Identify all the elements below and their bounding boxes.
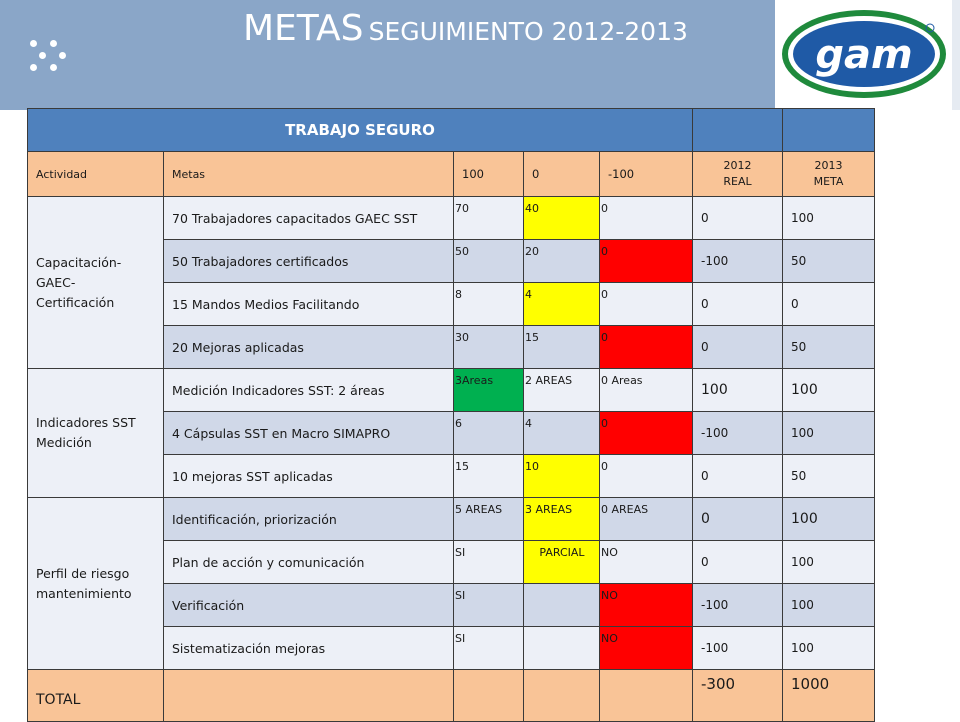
value-neg100: NO: [600, 627, 693, 670]
total-blank: [454, 670, 524, 722]
value-0: 3 AREAS: [524, 498, 600, 541]
meta-cell: 50 Trabajadores certificados: [164, 240, 454, 283]
column-header-row: [28, 152, 875, 197]
real-2012: -100: [693, 627, 783, 670]
meta-2013: 100: [783, 412, 875, 455]
meta-cell: 4 Cápsulas SST en Macro SIMAPRO: [164, 412, 454, 455]
col-meta-year: 2013: [814, 159, 843, 172]
meta-2013: 100: [783, 541, 875, 584]
total-meta-2013: 1000: [783, 670, 875, 722]
value-neg100: 0: [600, 197, 693, 240]
col-100: 100: [454, 152, 524, 197]
meta-2013: 100: [783, 584, 875, 627]
value-neg100: 0: [600, 326, 693, 369]
real-2012: 0: [693, 455, 783, 498]
real-2012: -100: [693, 412, 783, 455]
value-0: 40: [524, 197, 600, 240]
value-100: SI: [454, 584, 524, 627]
value-0: [524, 627, 600, 670]
value-neg100: 0 Areas: [600, 369, 693, 412]
value-100: 3Areas: [454, 369, 524, 412]
value-0: 4: [524, 283, 600, 326]
col-2012-real: [693, 152, 783, 197]
total-real-2012: -300: [693, 670, 783, 722]
meta-cell: 15 Mandos Medios Facilitando: [164, 283, 454, 326]
col-metas: Metas: [164, 152, 454, 197]
real-2012: -100: [693, 240, 783, 283]
meta-2013: 50: [783, 240, 875, 283]
gam-logo-icon: [780, 4, 948, 104]
title-subtitle: SEGUIMIENTO 2012-2013: [368, 17, 688, 46]
table-row: [28, 498, 875, 541]
group-label-indicadores: Indicadores SST Medición: [28, 369, 164, 498]
table-title: TRABAJO SEGURO: [28, 109, 693, 152]
meta-cell: Medición Indicadores SST: 2 áreas: [164, 369, 454, 412]
value-100: 6: [454, 412, 524, 455]
real-2012: 0: [693, 498, 783, 541]
header-blank: [693, 109, 783, 152]
value-0: 10: [524, 455, 600, 498]
meta-2013: 50: [783, 455, 875, 498]
safety-goals-table: [27, 108, 875, 722]
real-2012: 0: [693, 326, 783, 369]
value-neg100: 0: [600, 283, 693, 326]
meta-cell: Plan de acción y comunicación: [164, 541, 454, 584]
meta-2013: 0: [783, 283, 875, 326]
value-neg100: NO: [600, 541, 693, 584]
real-2012: 0: [693, 283, 783, 326]
real-2012: 0: [693, 541, 783, 584]
value-0: 15: [524, 326, 600, 369]
value-0: 20: [524, 240, 600, 283]
table-row: [28, 369, 875, 412]
value-0: 4: [524, 412, 600, 455]
title-banner: [0, 0, 775, 110]
meta-2013: 100: [783, 627, 875, 670]
total-blank: [600, 670, 693, 722]
slide-edge: [952, 0, 960, 110]
meta-cell: Verificación: [164, 584, 454, 627]
value-0: [524, 584, 600, 627]
header-blank: [783, 109, 875, 152]
meta-2013: 100: [783, 498, 875, 541]
group-label-capacitacion: Capacitación- GAEC- Certificación: [28, 197, 164, 369]
value-neg100: 0 AREAS: [600, 498, 693, 541]
value-0: PARCIAL: [524, 541, 600, 584]
col-0: 0: [524, 152, 600, 197]
table-title-row: [28, 109, 875, 152]
value-100: 15: [454, 455, 524, 498]
value-neg100: NO: [600, 584, 693, 627]
value-neg100: 0: [600, 412, 693, 455]
value-neg100: 0: [600, 455, 693, 498]
value-100: SI: [454, 627, 524, 670]
value-100: 50: [454, 240, 524, 283]
logo-wordmark: gam: [815, 32, 913, 78]
meta-cell: 20 Mejoras aplicadas: [164, 326, 454, 369]
total-blank: [164, 670, 454, 722]
page-title: [243, 8, 688, 49]
meta-cell: Identificación, priorización: [164, 498, 454, 541]
value-100: 70: [454, 197, 524, 240]
total-blank: [524, 670, 600, 722]
meta-2013: 100: [783, 197, 875, 240]
value-100: 8: [454, 283, 524, 326]
col-actividad: Actividad: [28, 152, 164, 197]
value-0: 2 AREAS: [524, 369, 600, 412]
dots-icon: [30, 40, 84, 74]
real-2012: 0: [693, 197, 783, 240]
meta-cell: Sistematización mejoras: [164, 627, 454, 670]
col-neg100: -100: [600, 152, 693, 197]
value-100: SI: [454, 541, 524, 584]
group-label-perfil: Perfil de riesgo mantenimiento: [28, 498, 164, 670]
col-real-label: REAL: [723, 175, 752, 188]
meta-cell: 10 mejoras SST aplicadas: [164, 455, 454, 498]
real-2012: 100: [693, 369, 783, 412]
title-main: METAS: [243, 8, 364, 49]
company-logo: [775, 0, 960, 110]
table-row: [28, 197, 875, 240]
total-label: TOTAL: [28, 670, 164, 722]
real-2012: -100: [693, 584, 783, 627]
meta-2013: 50: [783, 326, 875, 369]
value-100: 5 AREAS: [454, 498, 524, 541]
meta-2013: 100: [783, 369, 875, 412]
total-row: [28, 670, 875, 722]
col-meta-label: META: [813, 175, 844, 188]
value-neg100: 0: [600, 240, 693, 283]
col-real-year: 2012: [723, 159, 752, 172]
col-2013-meta: [783, 152, 875, 197]
meta-cell: 70 Trabajadores capacitados GAEC SST: [164, 197, 454, 240]
value-100: 30: [454, 326, 524, 369]
